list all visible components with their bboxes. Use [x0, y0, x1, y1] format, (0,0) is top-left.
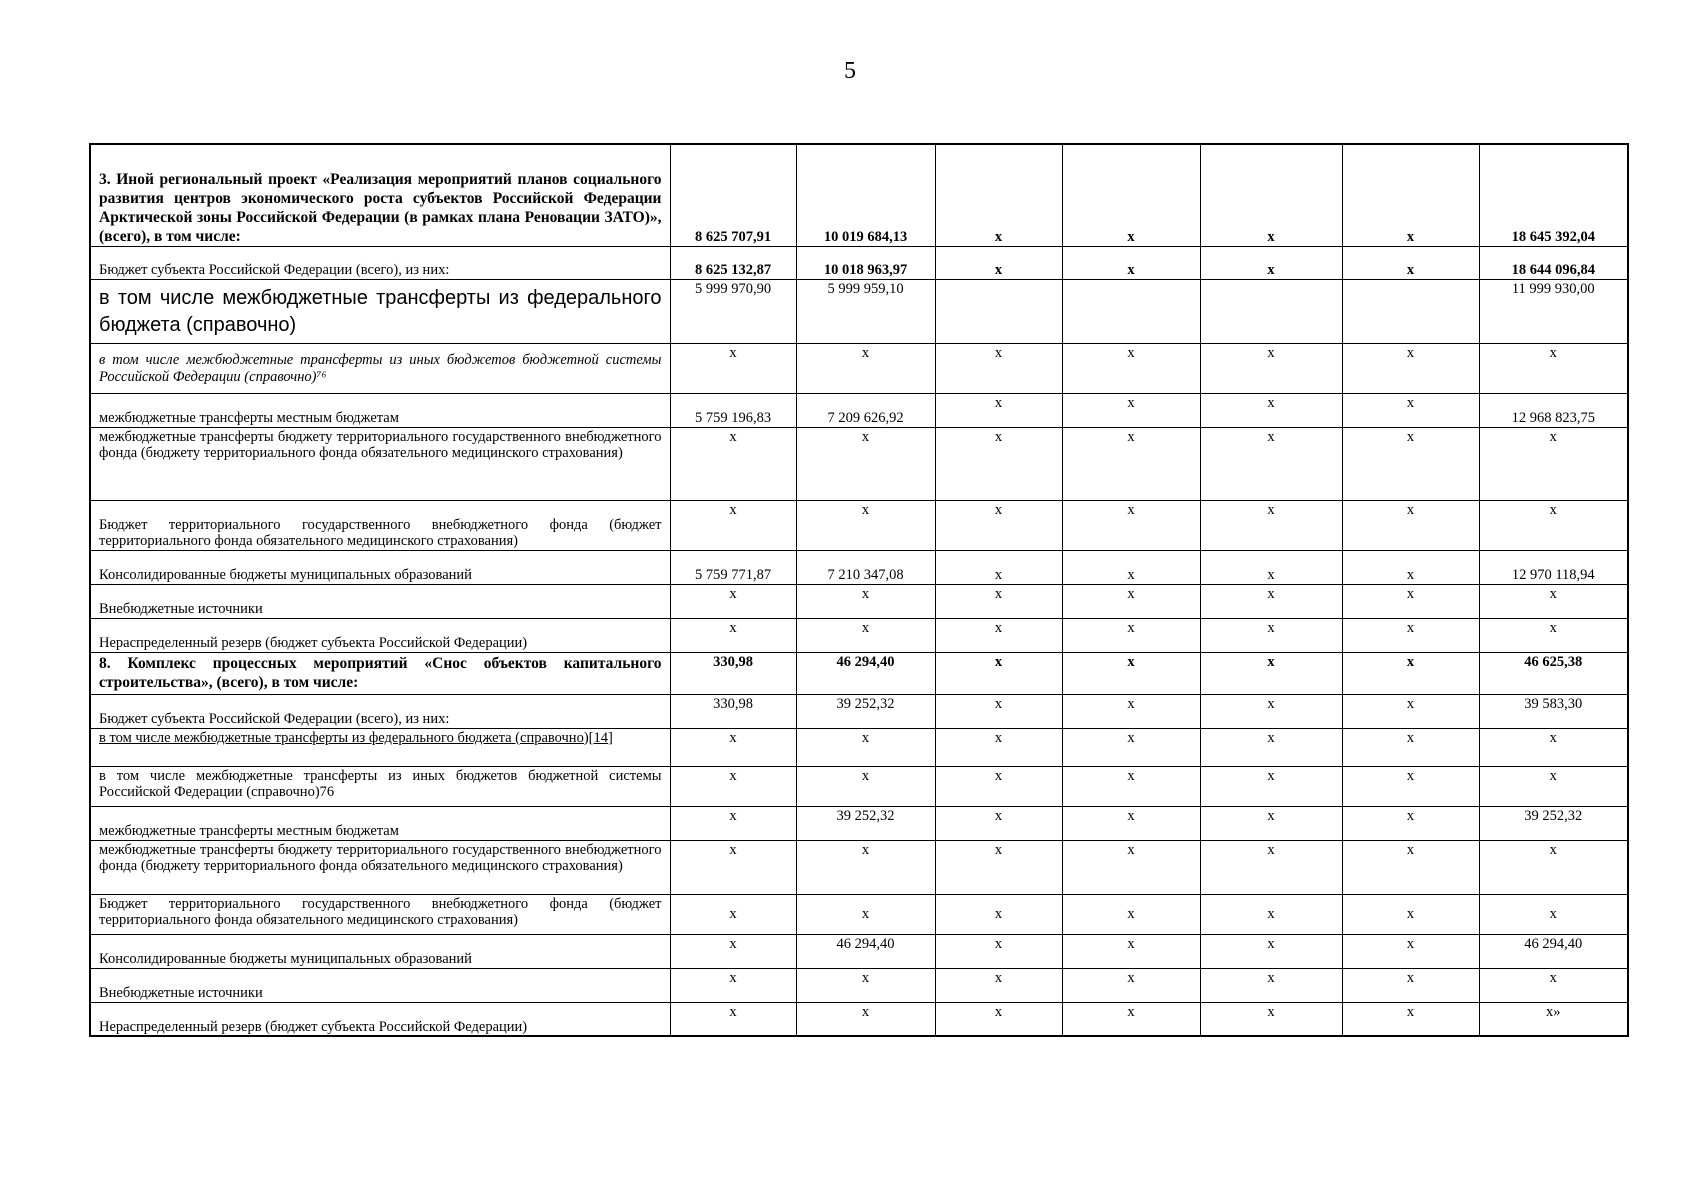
- table-cell: x: [1200, 840, 1342, 894]
- table-cell: 18 644 096,84: [1479, 246, 1628, 279]
- table-row: [90, 934, 1628, 968]
- table-cell: x: [1200, 144, 1342, 246]
- table-cell: x: [1062, 246, 1200, 279]
- table-row: [90, 694, 1628, 728]
- table-cell: x: [1200, 246, 1342, 279]
- table-cell: x: [1342, 968, 1479, 1002]
- table-cell: [1342, 279, 1479, 343]
- table-cell: x: [1200, 652, 1342, 694]
- table-cell: [935, 279, 1062, 343]
- table-cell: x: [670, 934, 796, 968]
- table-cell: x: [1479, 343, 1628, 393]
- table-cell: x: [796, 427, 935, 500]
- table-row: [90, 806, 1628, 840]
- table-cell: x: [1062, 840, 1200, 894]
- page-number: 5: [844, 58, 856, 84]
- table-cell: x: [1342, 694, 1479, 728]
- table-cell: 5 759 771,87: [670, 550, 796, 584]
- table-cell: 5 999 970,90: [670, 279, 796, 343]
- table-cell: 11 999 930,00: [1479, 279, 1628, 343]
- table-cell: x: [935, 694, 1062, 728]
- table-row: [90, 766, 1628, 806]
- table-cell: x: [1200, 1002, 1342, 1036]
- table-cell: 39 252,32: [796, 806, 935, 840]
- table-cell: x: [1342, 500, 1479, 550]
- table-cell: 12 968 823,75: [1479, 393, 1628, 427]
- table-cell: x: [670, 894, 796, 934]
- table-cell: x: [1342, 894, 1479, 934]
- row-label: в том числе межбюджетные трансферты из иных бюджетов бюджетной системы Российской Федерации (справочно)76: [90, 766, 670, 806]
- table-cell: 8 625 707,91: [670, 144, 796, 246]
- table-cell: x: [670, 618, 796, 652]
- table-row: [90, 584, 1628, 618]
- table-cell: x: [1062, 584, 1200, 618]
- table-cell: x: [935, 393, 1062, 427]
- table-cell: x: [935, 968, 1062, 1002]
- table-cell: x: [1062, 766, 1200, 806]
- table-cell: x: [1062, 550, 1200, 584]
- table-cell: x: [796, 343, 935, 393]
- table-cell: x: [1062, 618, 1200, 652]
- table-row: [90, 550, 1628, 584]
- table-row: [90, 840, 1628, 894]
- table-cell: x: [935, 652, 1062, 694]
- table-cell: x: [670, 500, 796, 550]
- table-cell: x: [935, 806, 1062, 840]
- table-cell: x: [935, 343, 1062, 393]
- table-cell: x: [670, 766, 796, 806]
- table-cell: x: [1342, 584, 1479, 618]
- table-cell: x: [1342, 618, 1479, 652]
- table-cell: x: [796, 1002, 935, 1036]
- row-label: Консолидированные бюджеты муниципальных образований: [90, 934, 670, 968]
- table-cell: x: [1479, 618, 1628, 652]
- table-cell: x: [796, 618, 935, 652]
- row-label: межбюджетные трансферты бюджету территориального государственного внебюджетного фонда (бюджету территориального фонда обязательного медицинского страхования): [90, 840, 670, 894]
- table-cell: 46 294,40: [796, 652, 935, 694]
- table-cell: x: [1200, 393, 1342, 427]
- table-cell: 46 625,38: [1479, 652, 1628, 694]
- table-cell: x: [935, 550, 1062, 584]
- table-row: [90, 343, 1628, 393]
- table-cell: [1200, 279, 1342, 343]
- table-cell: 5 999 959,10: [796, 279, 935, 343]
- table-cell: x: [1200, 894, 1342, 934]
- table-cell: x: [935, 618, 1062, 652]
- table-cell: x: [935, 1002, 1062, 1036]
- row-label: в том числе межбюджетные трансферты из федерального бюджета (справочно): [90, 279, 670, 343]
- row-label: в том числе межбюджетные трансферты из федерального бюджета (справочно)[14]: [90, 728, 670, 766]
- table-cell: x: [1062, 968, 1200, 1002]
- table-cell: 46 294,40: [1479, 934, 1628, 968]
- table-cell: 12 970 118,94: [1479, 550, 1628, 584]
- table-cell: x: [1200, 728, 1342, 766]
- table-cell: 7 209 626,92: [796, 393, 935, 427]
- table-cell: x: [1479, 728, 1628, 766]
- table-row: [90, 894, 1628, 934]
- table-cell: x: [1342, 343, 1479, 393]
- table-cell: x»: [1479, 1002, 1628, 1036]
- table-cell: x: [796, 766, 935, 806]
- table-cell: x: [1479, 584, 1628, 618]
- table-cell: 330,98: [670, 694, 796, 728]
- table-cell: 46 294,40: [796, 934, 935, 968]
- table-cell: x: [1342, 246, 1479, 279]
- table-row: [90, 427, 1628, 500]
- table-cell: x: [935, 766, 1062, 806]
- table-cell: x: [1479, 968, 1628, 1002]
- table-cell: x: [935, 728, 1062, 766]
- table-row: [90, 728, 1628, 766]
- table-cell: 8 625 132,87: [670, 246, 796, 279]
- row-label: Внебюджетные источники: [90, 968, 670, 1002]
- table-cell: x: [1062, 652, 1200, 694]
- table-cell: x: [670, 968, 796, 1002]
- table-cell: x: [670, 806, 796, 840]
- table-row: [90, 246, 1628, 279]
- table-cell: x: [935, 500, 1062, 550]
- table-row: [90, 500, 1628, 550]
- table-cell: x: [1342, 1002, 1479, 1036]
- table-cell: x: [1062, 934, 1200, 968]
- table-cell: x: [1062, 694, 1200, 728]
- table-cell: x: [1200, 968, 1342, 1002]
- table-cell: x: [1200, 427, 1342, 500]
- table-cell: x: [1342, 550, 1479, 584]
- table-cell: x: [1062, 500, 1200, 550]
- table-cell: x: [1062, 144, 1200, 246]
- table-cell: x: [796, 500, 935, 550]
- table-cell: x: [1342, 728, 1479, 766]
- table-cell: 18 645 392,04: [1479, 144, 1628, 246]
- table-cell: 7 210 347,08: [796, 550, 935, 584]
- table-cell: x: [1062, 728, 1200, 766]
- table-cell: 10 019 684,13: [796, 144, 935, 246]
- row-label: Нераспределенный резерв (бюджет субъекта Российской Федерации): [90, 618, 670, 652]
- table-cell: x: [935, 934, 1062, 968]
- table-cell: 39 252,32: [1479, 806, 1628, 840]
- table-cell: x: [670, 584, 796, 618]
- table-row: [90, 1002, 1628, 1036]
- table-cell: x: [796, 894, 935, 934]
- table-cell: x: [670, 728, 796, 766]
- budget-table: [89, 143, 1629, 1037]
- table-row: [90, 618, 1628, 652]
- table-cell: x: [935, 427, 1062, 500]
- row-label: межбюджетные трансферты местным бюджетам: [90, 806, 670, 840]
- row-label: Нераспределенный резерв (бюджет субъекта Российской Федерации): [90, 1002, 670, 1036]
- table-cell: x: [1200, 806, 1342, 840]
- table-cell: x: [1200, 766, 1342, 806]
- row-label: Бюджет территориального государственного внебюджетного фонда (бюджет территориального фонда обязательного медицинского страхования): [90, 894, 670, 934]
- table-cell: x: [1479, 766, 1628, 806]
- table-cell: x: [1342, 393, 1479, 427]
- table-cell: 39 583,30: [1479, 694, 1628, 728]
- row-label: Внебюджетные источники: [90, 584, 670, 618]
- row-label: 8. Комплекс процессных мероприятий «Снос объектов капитального строительства», (всего), в том числе:: [90, 652, 670, 694]
- table-cell: x: [935, 840, 1062, 894]
- table-row: [90, 393, 1628, 427]
- table-cell: x: [670, 1002, 796, 1036]
- row-label: межбюджетные трансферты местным бюджетам: [90, 393, 670, 427]
- table-cell: x: [1062, 393, 1200, 427]
- table-cell: 330,98: [670, 652, 796, 694]
- table-cell: x: [1342, 766, 1479, 806]
- row-label: межбюджетные трансферты бюджету территориального государственного внебюджетного фонда (бюджету территориального фонда обязательного медицинского страхования): [90, 427, 670, 500]
- table-cell: x: [1200, 500, 1342, 550]
- table-cell: x: [1342, 144, 1479, 246]
- table-row: [90, 968, 1628, 1002]
- table-cell: x: [1062, 343, 1200, 393]
- table-cell: x: [935, 246, 1062, 279]
- table-cell: x: [1200, 584, 1342, 618]
- table-cell: x: [1200, 934, 1342, 968]
- table-cell: x: [1062, 806, 1200, 840]
- table-cell: x: [1479, 427, 1628, 500]
- table-cell: x: [796, 968, 935, 1002]
- table-cell: x: [935, 894, 1062, 934]
- table-cell: x: [670, 427, 796, 500]
- table-cell: [1062, 279, 1200, 343]
- row-label: Бюджет территориального государственного внебюджетного фонда (бюджет территориального фонда обязательного медицинского страхования): [90, 500, 670, 550]
- table-row: [90, 144, 1628, 246]
- table-cell: x: [670, 343, 796, 393]
- table-cell: x: [1342, 806, 1479, 840]
- row-label: Консолидированные бюджеты муниципальных образований: [90, 550, 670, 584]
- table-cell: x: [1062, 1002, 1200, 1036]
- table-cell: x: [1062, 894, 1200, 934]
- table-cell: x: [1342, 652, 1479, 694]
- row-label: в том числе межбюджетные трансферты из иных бюджетов бюджетной системы Российской Федерации (справочно)⁷⁶: [90, 343, 670, 393]
- table-cell: x: [796, 840, 935, 894]
- row-label: Бюджет субъекта Российской Федерации (всего), из них:: [90, 246, 670, 279]
- table-cell: 10 018 963,97: [796, 246, 935, 279]
- table-cell: x: [935, 144, 1062, 246]
- table-row: [90, 279, 1628, 343]
- row-label: Бюджет субъекта Российской Федерации (всего), из них:: [90, 694, 670, 728]
- table-cell: x: [1342, 840, 1479, 894]
- table-row: [90, 652, 1628, 694]
- table-cell: x: [1200, 618, 1342, 652]
- table-cell: x: [1342, 427, 1479, 500]
- table-cell: 39 252,32: [796, 694, 935, 728]
- table-cell: x: [1479, 894, 1628, 934]
- table-cell: x: [1200, 694, 1342, 728]
- table-cell: x: [796, 728, 935, 766]
- table-cell: x: [1200, 343, 1342, 393]
- table-cell: x: [1342, 934, 1479, 968]
- table-cell: x: [1479, 500, 1628, 550]
- table-cell: x: [935, 584, 1062, 618]
- table-cell: x: [1200, 550, 1342, 584]
- row-label: 3. Иной региональный проект «Реализация мероприятий планов социального развития центров экономического роста субъектов Российской Федерации Арктической зоны Российской Федерации (в рамках плана Реновации ЗАТО)»,(всего), в том числе:: [90, 144, 670, 246]
- table-cell: x: [1479, 840, 1628, 894]
- table-cell: x: [796, 584, 935, 618]
- table-cell: 5 759 196,83: [670, 393, 796, 427]
- table-cell: x: [1062, 427, 1200, 500]
- table-cell: x: [670, 840, 796, 894]
